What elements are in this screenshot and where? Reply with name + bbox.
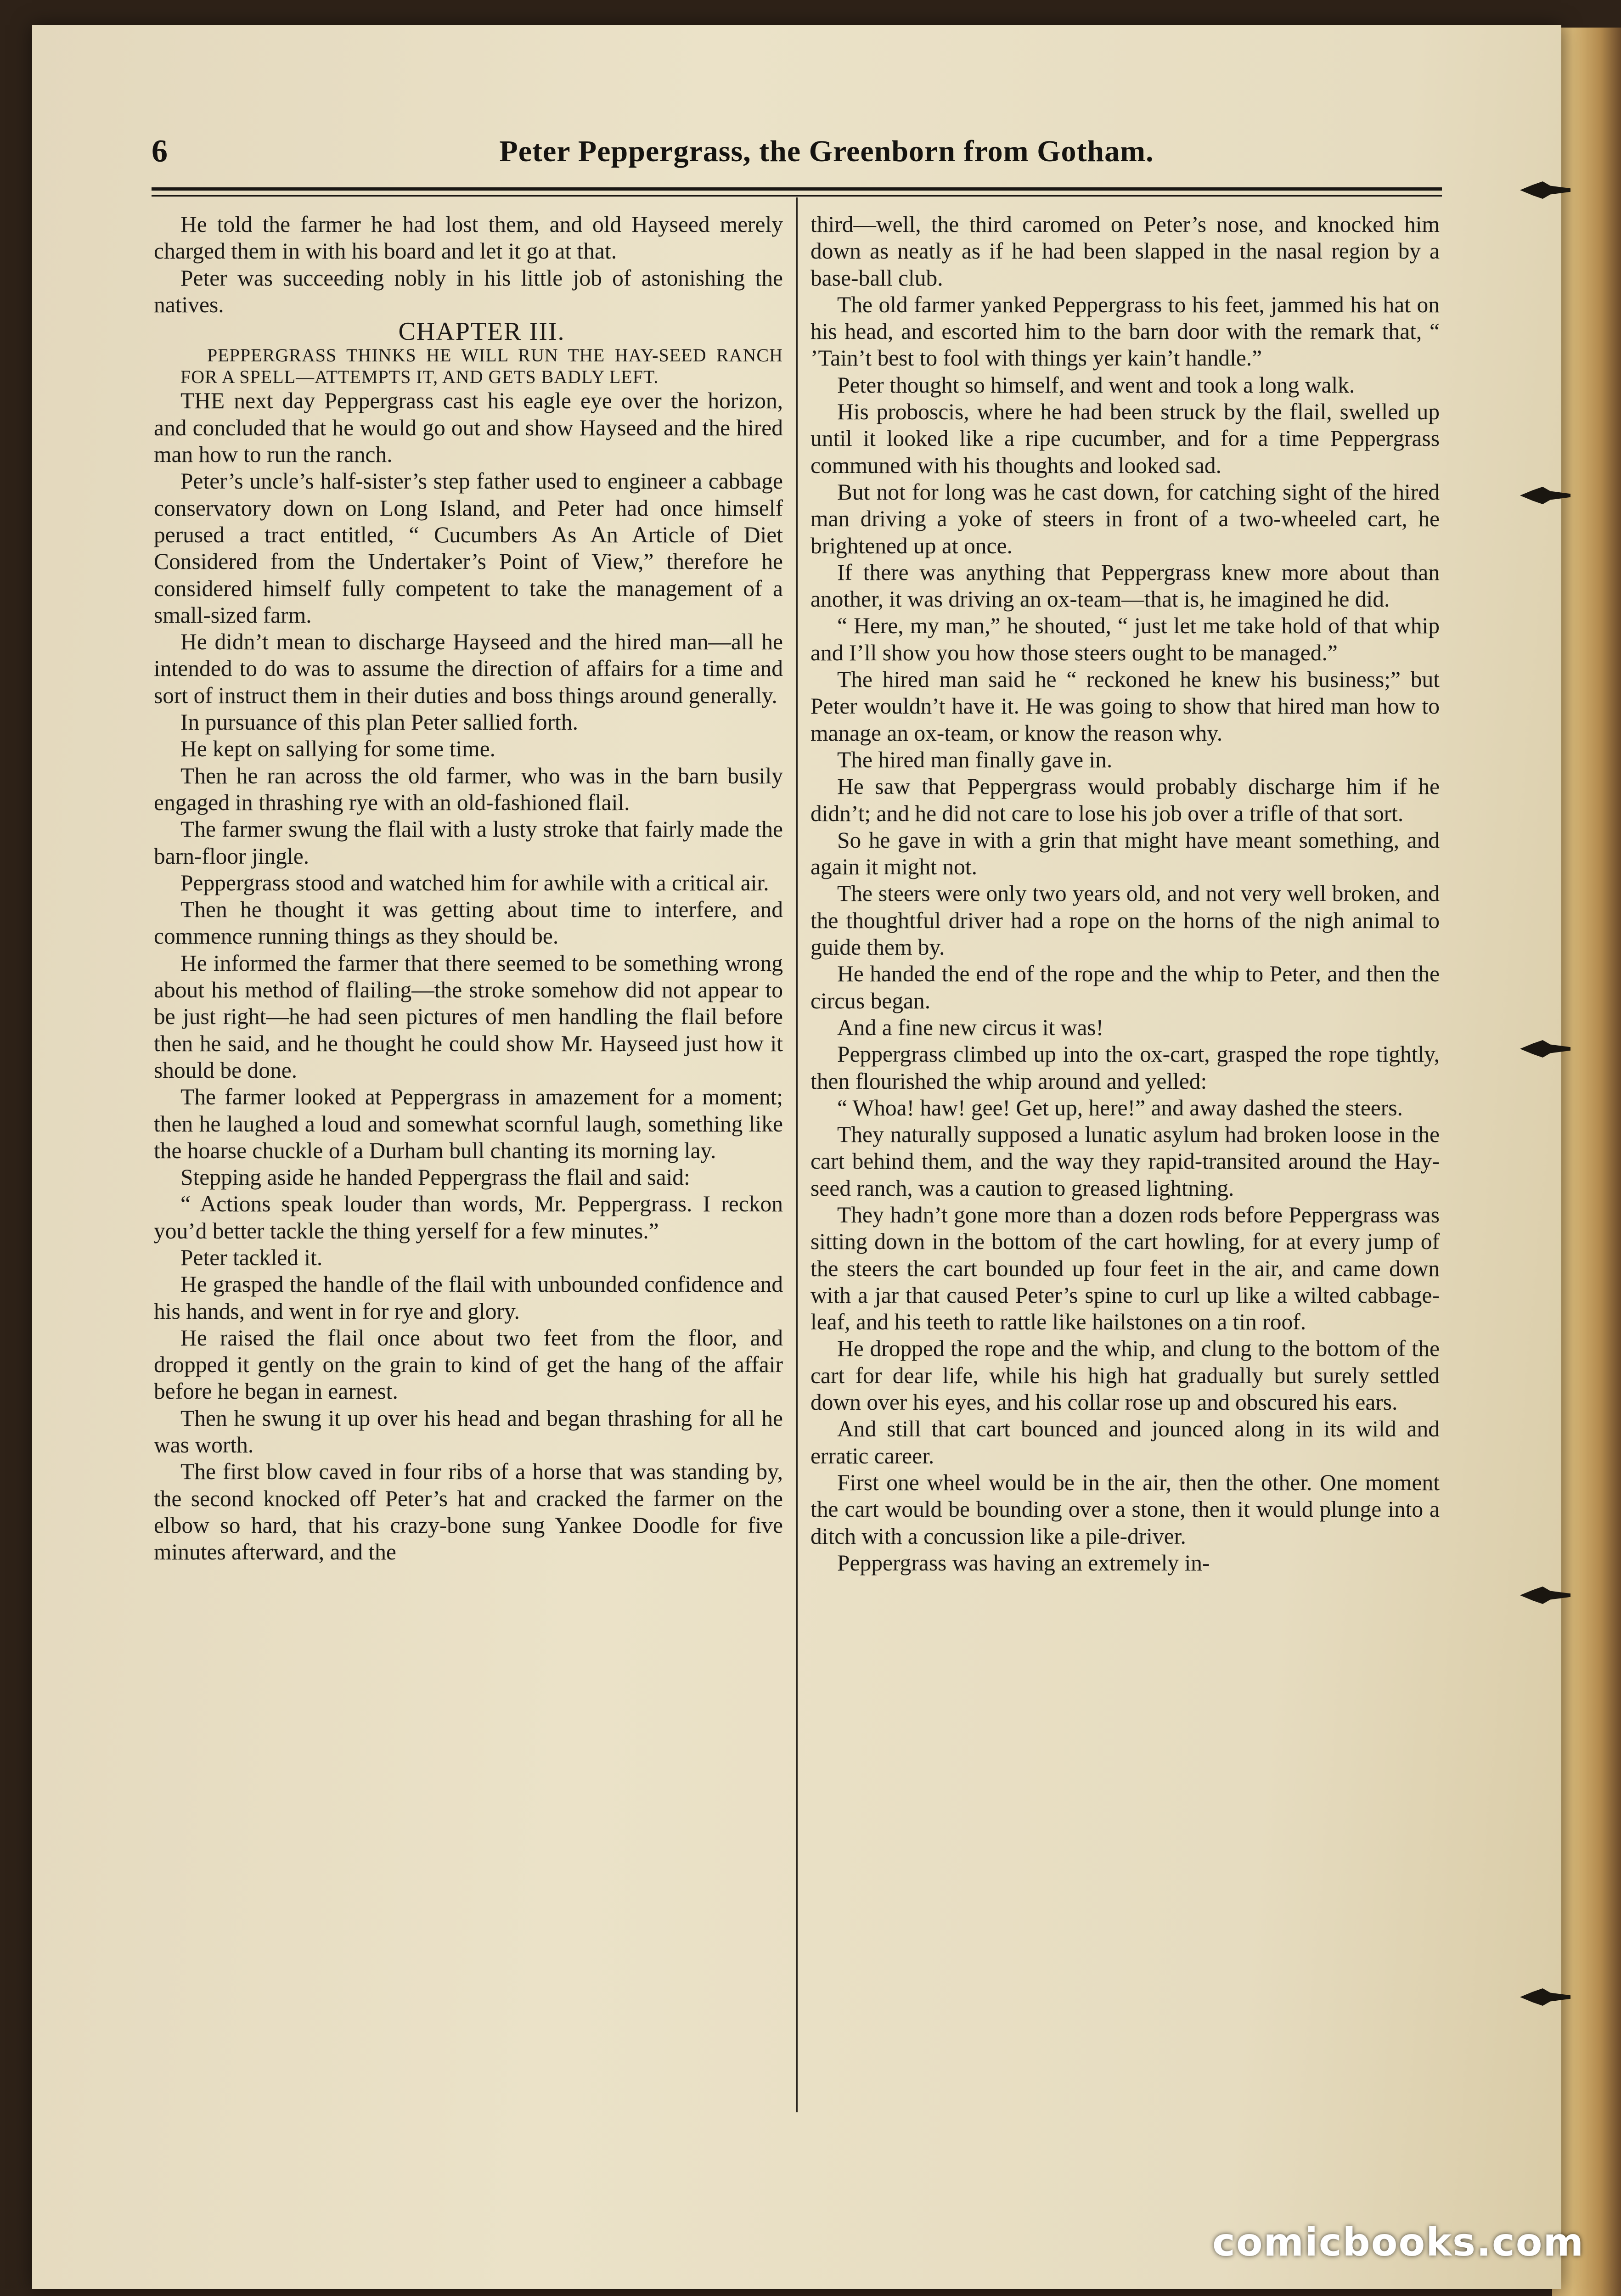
left-column [154, 211, 783, 1566]
paragraph: “ Here, my man,” he shouted, “ just let me take hold of that whip and I’ll show you how those steers ought to be managed.” [810, 613, 1440, 665]
paragraph: He informed the farmer that there seemed to be something wrong about his method of flailing—the stroke somehow did not appear to be just right—he had seen pictures of men handling the flail before then he said, and he thought he could show Mr. Hayseed just how it should be done. [154, 950, 783, 1083]
paragraph: He grasped the handle of the flail with unbounded confidence and his hands, and went in for rye and glory. [154, 1272, 783, 1324]
paragraph: They hadn’t gone more than a dozen rods before Peppergrass was sitting down in the bottom of the cart howling, for at every jump of the steers the cart bounded up four feet in the air, and came down with a jar that caused Peter’s spine to curl up like a wilted cabbage-leaf, and his teeth to rattle like hailstones on a tin roof. [810, 1202, 1440, 1335]
header-rule [152, 187, 1442, 197]
paragraph: Peter was succeeding nobly in his little job of astonishing the natives. [154, 265, 783, 317]
chapter-heading: CHAPTER III. [398, 317, 565, 346]
paragraph: Peter’s uncle’s half-sister’s step father used to engineer a cabbage conservatory down on Long Island, and Peter had once himself perused a tract entitled, “ Cucumbers As An Article of Diet Considered from the Undertaker’s Point of View,” therefore he considered himself fully competent to take the management of a small-sized farm. [154, 468, 783, 628]
paragraph: He told the farmer he had lost them, and old Hayseed merely charged them in with his board and let it go at that. [154, 212, 783, 264]
paragraph: “ Whoa! haw! gee! Get up, here!” and away dashed the steers. [837, 1095, 1403, 1120]
paragraph: If there was anything that Peppergrass knew more about than another, it was driving an ox-team—that is, he imagined he did. [810, 559, 1440, 612]
paragraph: The first blow caved in four ribs of a horse that was standing by, the second knocked off Peter’s hat and cracked the farmer on the elbow so hard, that his crazy-bone sung Yankee Doodle for five minutes afterward, and the [154, 1459, 783, 1565]
paragraph: “ Actions speak louder than words, Mr. Peppergrass. I reckon you’d better tackle the thing yerself for a few minutes.” [154, 1191, 783, 1244]
paragraph: But not for long was he cast down, for catching sight of the hired man driving a yoke of steers in front of a two-wheeled cart, he brightened up at once. [810, 479, 1440, 558]
paragraph: Peter thought so himself, and went and took a long walk. [837, 372, 1355, 398]
paragraph: The farmer looked at Peppergrass in amazement for a moment; then he laughed a loud and somewhat scornful laugh, something like the hoarse chuckle of a Durham bull chanting its morning lay. [154, 1084, 783, 1163]
book-spine [1552, 28, 1621, 2296]
chapter-summary: PEPPERGRASS THINKS HE WILL RUN THE HAY-SEED RANCH FOR A SPELL—ATTEMPTS IT, AND GETS BADLY LEFT. [180, 345, 783, 387]
paragraph: He didn’t mean to discharge Hayseed and the hired man—all he intended to do was to assume the direction of affairs for a time and sort of instruct them in their duties and boss things around generally. [154, 629, 783, 708]
paragraph: Peppergrass climbed up into the ox-cart, grasped the rope tightly, then flourished the whip around and yelled: [810, 1041, 1440, 1094]
paragraph: Peppergrass stood and watched him for awhile with a critical air. [180, 870, 769, 895]
page-header [152, 124, 1437, 179]
paragraph: First one wheel would be in the air, then the other. One moment the cart would be bounding over a stone, then it would plunge into a ditch with a concussion like a pile-driver. [810, 1469, 1440, 1549]
paragraph: Peppergrass was having an extremely in- [837, 1550, 1210, 1576]
paragraph: So he gave in with a grin that might have meant something, and again it might not. [810, 827, 1440, 880]
paragraph: His proboscis, where he had been struck by the flail, swelled up until it looked like a ripe cucumber, and for a time Peppergrass communed with his thoughts and looked sad. [810, 399, 1440, 478]
paragraph: He dropped the rope and the whip, and clung to the bottom of the cart for dear life, while his high hat gradually but surely settled down over his eyes, and his collar rose up and obscured his ears. [810, 1336, 1440, 1415]
paragraph: And still that cart bounced and jounced along in its wild and erratic career. [810, 1416, 1440, 1469]
paragraph: Stepping aside he handed Peppergrass the flail and said: [180, 1165, 690, 1190]
paragraph: Then he swung it up over his head and began thrashing for all he was worth. [154, 1405, 783, 1458]
paragraph: THE next day Peppergrass cast his eagle eye over the horizon, and concluded that he would go out and show Hayseed and the hired man how to run the ranch. [154, 388, 783, 467]
paragraph: He saw that Peppergrass would probably discharge him if he didn’t; and he did not care to lose his job over a trifle of that sort. [810, 774, 1440, 826]
paragraph: He kept on sallying for some time. [180, 736, 495, 762]
paragraph: The steers were only two years old, and not very well broken, and the thoughtful driver had a rope on the horns of the nigh animal to guide them by. [810, 881, 1440, 960]
column-divider [796, 197, 798, 2112]
paragraph: The hired man finally gave in. [837, 747, 1113, 772]
watermark: comicbooks.com [1212, 2220, 1584, 2265]
paragraph: Then he ran across the old farmer, who was in the barn busily engaged in thrashing rye with an old-fashioned flail. [154, 763, 783, 815]
paragraph: The hired man said he “ reckoned he knew his business;” but Peter wouldn’t have it. He was going to show that hired man how to manage an ox-team, or know the reason why. [810, 667, 1440, 746]
paragraph: The farmer swung the flail with a lusty stroke that fairly made the barn-floor jingle. [154, 816, 783, 869]
paragraph: Peter tackled it. [180, 1244, 323, 1270]
paragraph: The old farmer yanked Peppergrass to his feet, jammed his hat on his head, and escorted him to the barn door with the remark that, “ ’Tain’t best to fool with things yer kain’t handle.” [810, 292, 1440, 371]
right-column [810, 211, 1440, 1576]
paragraph: He raised the flail once about two feet from the floor, and dropped it gently on the grain to kind of get the hang of the affair before he began in earnest. [154, 1325, 783, 1404]
page-number: 6 [152, 134, 168, 169]
paragraph: third—well, the third caromed on Peter’s nose, and knocked him down as neatly as if he had been slapped in the nasal region by a base-ball club. [810, 212, 1440, 291]
paragraph: They naturally supposed a lunatic asylum had broken loose in the cart behind them, and the way they rapid-transited around the Hay-seed ranch, was a caution to greased lightning. [810, 1122, 1440, 1201]
paragraph: And a fine new circus it was! [837, 1014, 1104, 1040]
paragraph: In pursuance of this plan Peter sallied forth. [180, 709, 579, 735]
paragraph: He handed the end of the rope and the whip to Peter, and then the circus began. [810, 961, 1440, 1013]
paragraph: Then he thought it was getting about time to interfere, and commence running things as they should be. [154, 897, 783, 949]
running-title: Peter Peppergrass, the Greenborn from Gotham. [499, 135, 1154, 168]
